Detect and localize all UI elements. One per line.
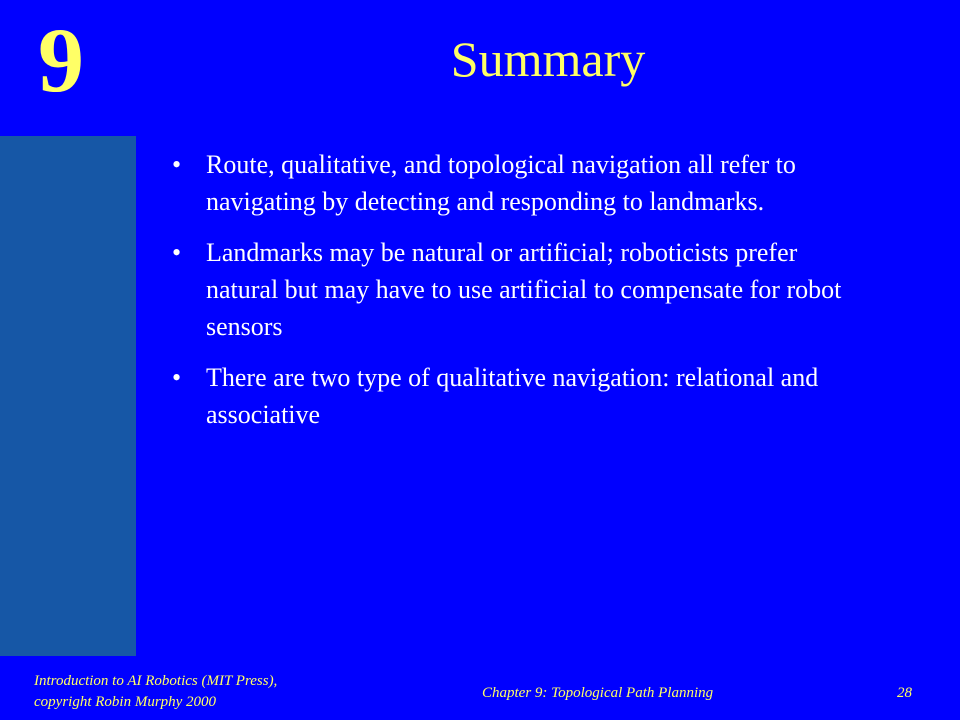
slide-title: Summary (450, 31, 646, 87)
bullet-text: There are two type of qualitative navigation: relational and associative (206, 363, 819, 429)
footer-chapter-title: Chapter 9: Topological Path Planning (482, 685, 714, 701)
bullet-text: Landmarks may be natural or artificial; roboticists prefer natural but may have to use artificial to compensate for robot sensors (206, 238, 842, 341)
bullet-text: Route, qualitative, and topological navigation all refer to navigating by detecting and responding to landmarks. (206, 150, 796, 216)
bullet-icon: • (172, 150, 182, 179)
bullet-item (168, 234, 868, 345)
footer-page-number: 28 (897, 685, 912, 701)
bullet-list (168, 146, 868, 447)
footer-source-line1: Introduction to AI Robotics (MIT Press), (34, 673, 278, 689)
chapter-number: 9 (38, 9, 84, 111)
footer-source-line2: copyright Robin Murphy 2000 (34, 694, 217, 710)
bullet-icon: • (172, 238, 182, 267)
side-bar (0, 136, 136, 656)
footer-source (34, 671, 277, 713)
bullet-item (168, 146, 868, 220)
bullet-icon: • (172, 363, 182, 392)
bullet-item (168, 359, 868, 433)
